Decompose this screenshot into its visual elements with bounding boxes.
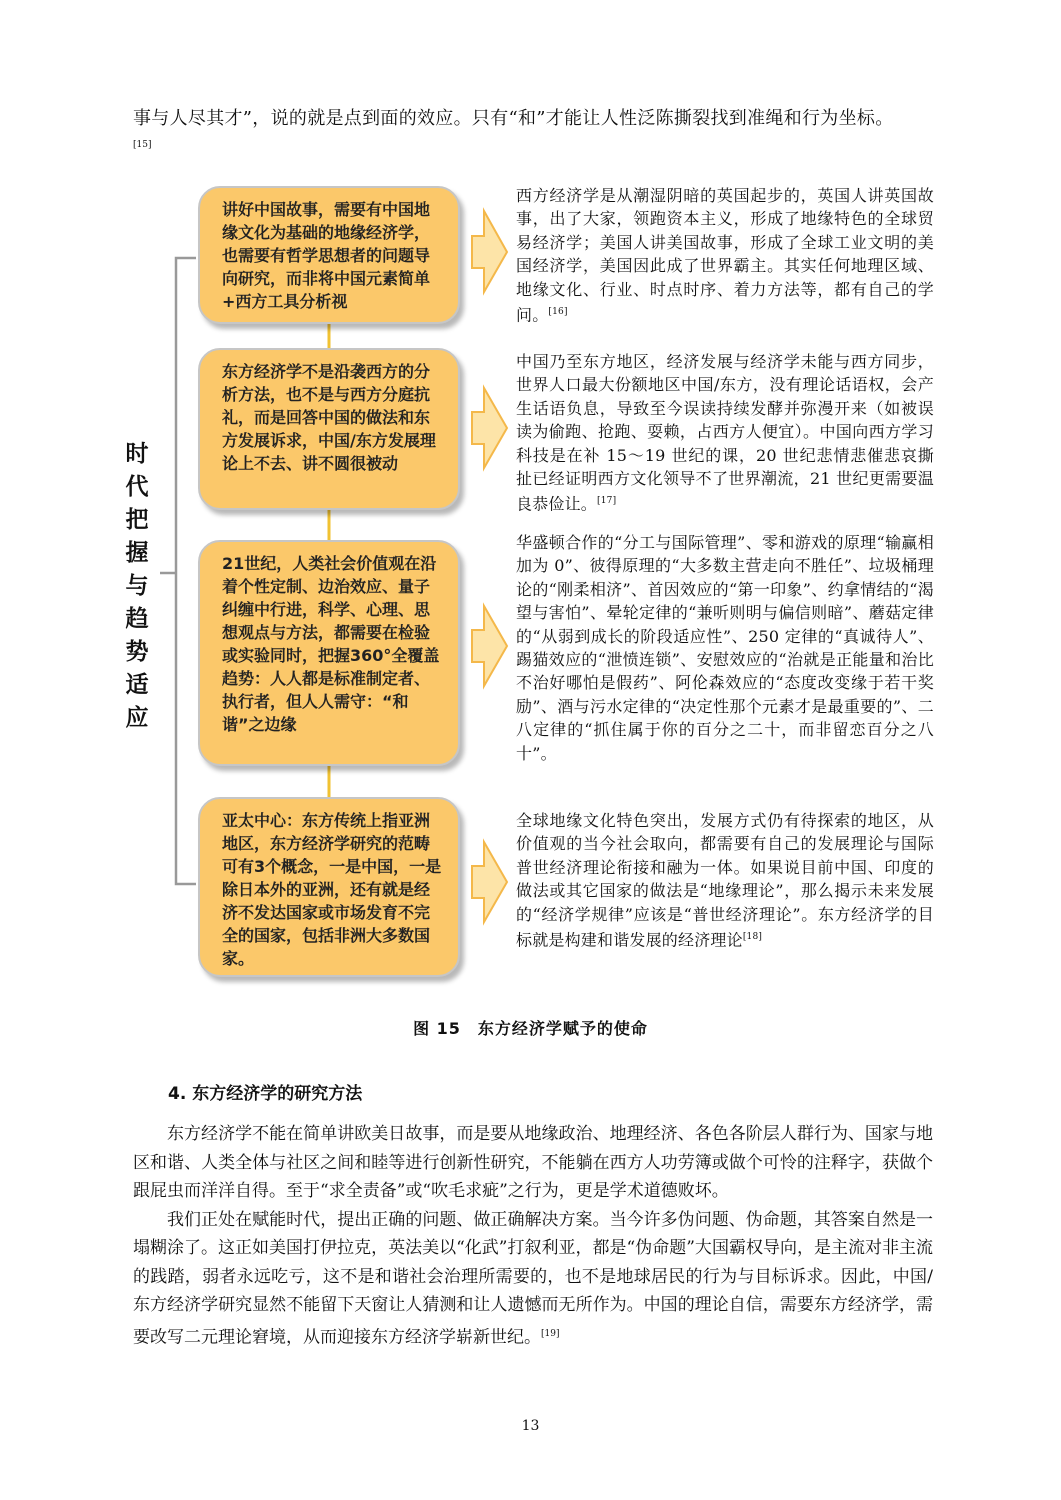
mission-box-2: 东方经济学不是沿袭西方的分析方法，也不是与西方分庭抗礼，而是回答中国的做法和东方发展诉求，中国/东方发展理论上不去、讲不圆很被动 xyxy=(198,348,460,510)
section-body xyxy=(133,1120,933,1352)
top-paragraph-line: 事与人尽其才”，说的就是点到面的效应。只有“和”才能让人性泛陈撕裂找到准绳和行为坐标。 xyxy=(133,108,894,129)
mission-text-1-body: 西方经济学是从潮湿阴暗的英国起步的，英国人讲英国故事，出了大家，领跑资本主义，形成了地缘特色的全球贸易经济学；美国人讲美国故事，形成了全球工业文明的美国经济学，美国因此成了世界霸主。其实任何地理区域、地缘文化、行业、时点时序、着力方法等，都有自己的学问。 xyxy=(516,186,934,325)
vertical-title-char: 代 xyxy=(125,474,149,500)
citation-15: [15] xyxy=(133,140,152,150)
arrow-1 xyxy=(472,211,507,292)
paragraph-1: 东方经济学不能在简单讲欧美日故事，而是要从地缘政治、地理经济、各色各阶层人群行为、国家与地区和谐、人类全体与社区之间和睦等进行创新性研究，不能躺在西方人功劳簿或做个可怜的注释字，获做个跟屁虫而洋洋自得。至于“求全责备”或“吹毛求疵”之行为，更是学术道德败坏。 xyxy=(133,1124,933,1201)
vertical-title-char: 趋 xyxy=(125,606,149,632)
vertical-title-char: 应 xyxy=(125,705,149,731)
page-number: 13 xyxy=(521,1418,540,1434)
mission-box-3: 21世纪，人类社会价值观在沿着个性定制、边治效应、量子纠缠中行进，科学、心理、思想观点与方法，都需要在检验或实验同时，把握360°全覆盖趋势：人人都是标准制定者、执行者，但人人需守：“和谐”之边缘 xyxy=(198,540,460,766)
mission-text-4 xyxy=(516,809,934,952)
mission-box-1: 讲好中国故事，需要有中国地缘文化为基础的地缘经济学，也需要有哲学思想者的问题导向研究，而非将中国元素简单+西方工具分析视 xyxy=(198,186,460,324)
mission-box-4: 亚太中心：东方传统上指亚洲地区，东方经济学研究的范畴可有3个概念，一是中国，一是除日本外的亚洲，还有就是经济不发达国家或市场发育不完全的国家，包括非洲大多数国家。 xyxy=(198,797,460,977)
citation-18: [18] xyxy=(742,932,763,943)
paragraph-2 xyxy=(133,1206,933,1352)
arrow-3 xyxy=(472,606,507,686)
figure-caption: 图 15 东方经济学赋予的使命 xyxy=(413,1019,648,1038)
arrow-2 xyxy=(472,388,507,468)
citation-16: [16] xyxy=(548,307,568,318)
mission-text-2-body: 中国乃至东方地区，经济发展与经济学未能与西方同步，世界人口最大份额地区中国/东方，没有理论话语权，会产生话语负息，导致至今误读持续发酵并弥漫开来（如被误读为偷跑、抢跑、耍赖，占西方人便宜）。中国向西方学习科技是在补 15～19 世纪的课，20 世纪悲情悲催悲哀撕扯已经证明西方文化领导不了世界潮流，21 世纪更需要温良恭俭让。 xyxy=(516,352,934,514)
left-bracket xyxy=(176,258,196,884)
mission-text-3-body: 华盛顿合作的“分工与国际管理”、零和游戏的原理“输赢相加为 0”、彼得原理的“大多数主营走向不胜任”、垃圾桶理论的“刚柔相济”、首因效应的“第一印象”、约拿情结的“渴望与害怕”、晕轮定律的“兼听则明与偏信则暗”、蘑菇定律的“从弱到成长的阶段适应性”、250 定律的“真诚待人”、踢猫效应的“泄愤连锁”、安慰效应的“治就是正能量和治比不治好哪怕是假药”、阿伦森效应的“态度改变缘于若干奖励”、酒与污水定律的“决定性那个元素才是最重要的”、二八定律的“抓住属于你的百分之二十，而非留恋百分之八十”。 xyxy=(516,533,934,763)
vertical-title-char: 适 xyxy=(125,672,149,698)
section-heading: 4. 东方经济学的研究方法 xyxy=(168,1084,363,1104)
mission-text-2 xyxy=(516,350,934,516)
citation-17: [17] xyxy=(597,496,617,507)
mission-text-1 xyxy=(516,184,934,327)
citation-19: [19] xyxy=(541,1328,560,1339)
vertical-title-char: 把 xyxy=(125,507,149,533)
vertical-title-char: 握 xyxy=(125,540,149,566)
vertical-title-char: 与 xyxy=(125,573,149,599)
mission-text-4-body: 全球地缘文化特色突出，发展方式仍有待探索的地区，从价值观的当今社会取向，都需要有自己的发展理论与国际普世经济理论衔接和融为一体。如果说目前中国、印度的做法或其它国家的做法是“地缘理论”，那么揭示未来发展的“经济学规律”应该是“普世经济理论”。东方经济学的目标就是构建和谐发展的经济理论 xyxy=(516,811,934,950)
mission-text-3 xyxy=(516,531,934,765)
vertical-title xyxy=(122,438,152,735)
vertical-title-char: 时 xyxy=(125,441,149,467)
paragraph-2-text: 我们正处在赋能时代，提出正确的问题、做正确解决方案。当今许多伪问题、伪命题，其答案自然是一塌糊涂了。这正如美国打伊拉克，英法美以“化武”打叙利亚，都是“伪命题”大国霸权导向，是主流对非主流的践踏，弱者永远吃亏，这不是和谐社会治理所需要的，也不是地球居民的行为与目标诉求。因此，中国/东方经济学研究显然不能留下天窗让人猜测和让人遗憾而无所作为。中国的理论自信，需要东方经济学，需要改写二元理论窘境，从而迎接东方经济学崭新世纪。 xyxy=(133,1209,933,1348)
vertical-title-char: 势 xyxy=(125,639,149,665)
arrow-4 xyxy=(472,842,507,922)
